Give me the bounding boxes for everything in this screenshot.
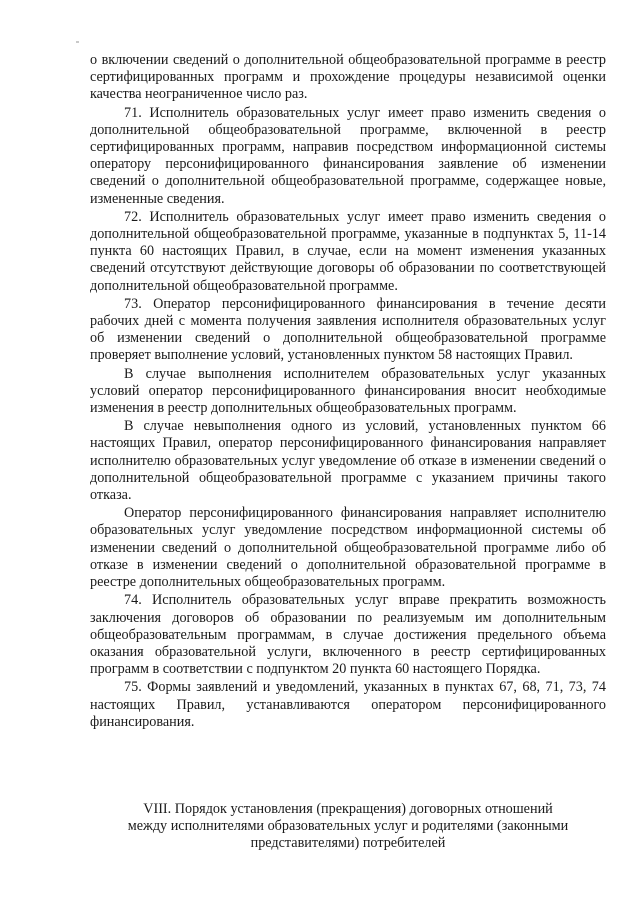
paragraph-74: 74. Исполнитель образовательных услуг вправе прекратить возможность заключения договоров об образовании по реализуемым им дополнительным общеобразовательным программам, в случае достижения предельного объема оказания образовательной услуги, включенного в реестр сертифицированных программ в соответствии с подпунктом 20 пункта 60 настоящего Порядка. [90,592,606,678]
section-heading-line: представителями) потребителей [250,835,446,852]
paragraph-73: 73. Оператор персонифицированного финансирования в течение десяти рабочих дней с момента получения заявления исполнителя образовательных услуг об изменении сведений о дополнительной общеобразовательной программе проверяет выполнение условий, установленных пунктом 58 настоящих Правил. [90,295,606,364]
paragraph-72: 72. Исполнитель образовательных услуг имеет право изменить сведения о дополнительной общеобразовательной программе, указанные в подпунктах 5, 11-14 пункта 60 настоящих Правил, в случае, если на момент изменения указанных сведений отсутствуют действующие договоры об образовании по соответствующей дополнительной общеобразовательной программе. [90,208,606,294]
paragraph-73-notification: Оператор персонифицированного финансирования направляет исполнителю образовательных услуг уведомление посредством информационной системы об изменении сведений о дополнительной общеобразовательной программе либо об отказе в изменении сведений о дополнительной образовательной программе в реестре дополнительных общеобразовательных программ. [90,505,606,591]
section-heading-line: VIII. Порядок установления (прекращения) договорных отношений [143,801,553,817]
scan-mark [76,41,79,43]
paragraph-continuation: о включении сведений о дополнительной общеобразовательной программе в реестр сертифицированных программ и прохождение процедуры независимой оценки качества неограниченное число раз. [90,52,606,103]
paragraph-73-condition-not-met: В случае невыполнения одного из условий, установленных пунктом 66 настоящих Правил, оператор персонифицированного финансирования направляет исполнителю образовательных услуг уведомление об отказе в изменении сведений о дополнительной общеобразовательной программе с указанием причины такого отказа. [90,418,606,504]
section-heading-line: между исполнителями образовательных услуг и родителями (законными [127,818,569,835]
section-heading [100,801,596,853]
paragraph-75: 75. Формы заявлений и уведомлений, указанных в пунктах 67, 68, 71, 73, 74 настоящих Правил, устанавливаются оператором персонифицированного финансирования. [90,679,606,730]
paragraph-71: 71. Исполнитель образовательных услуг имеет право изменить сведения о дополнительной общеобразовательной программе, включенной в реестр сертифицированных программ, направив посредством информационной системы оператору персонифицированного финансирования заявление об изменении сведений о дополнительной общеобразовательной программе, содержащее новые, измененные сведения. [90,104,606,207]
body-text [90,52,606,731]
paragraph-73-condition-met: В случае выполнения исполнителем образовательных услуг указанных условий оператор персонифицированного финансирования вносит необходимые изменения в реестр дополнительных общеобразовательных программ. [90,365,606,417]
